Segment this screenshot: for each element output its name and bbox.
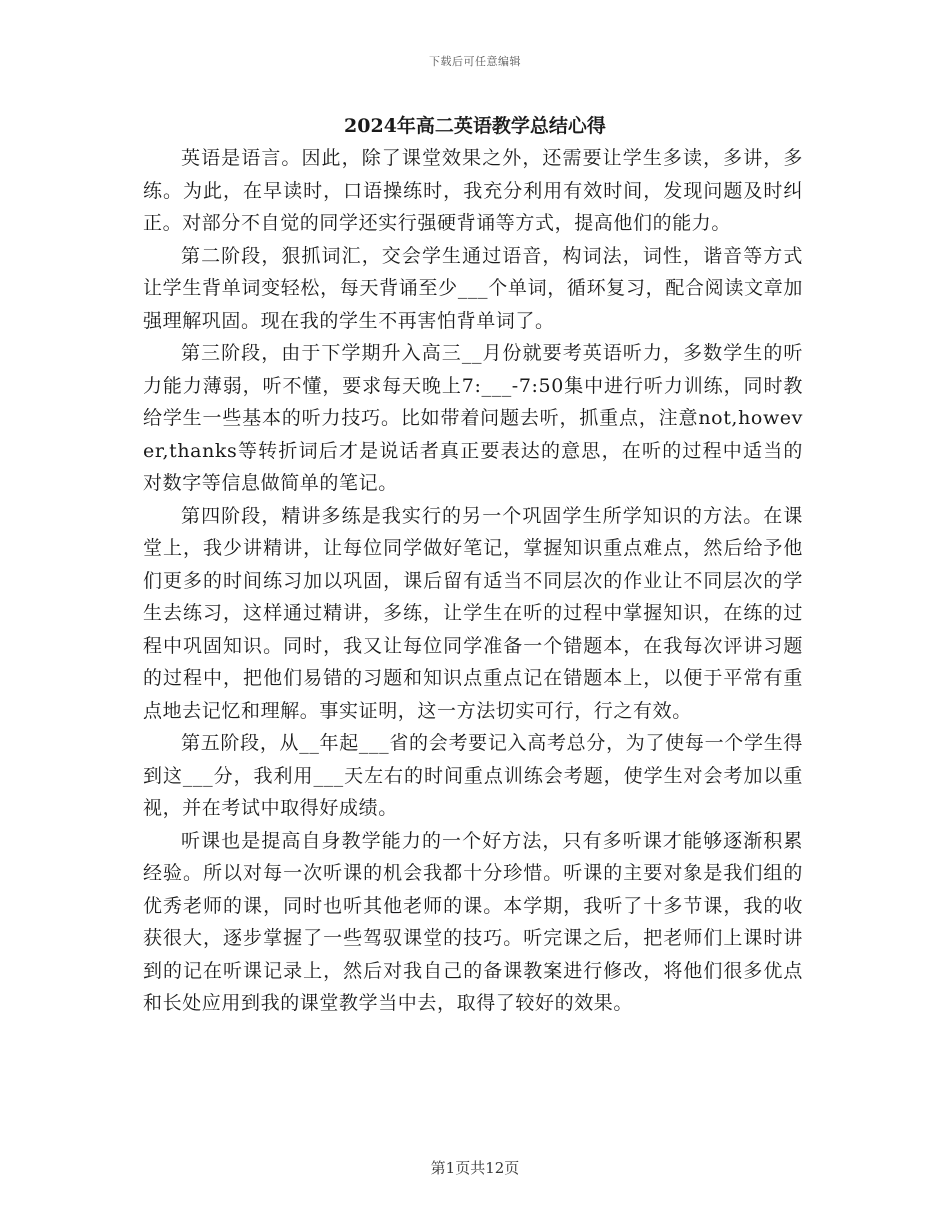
paragraph-stage-two: 第二阶段，狠抓词汇，交会学生通过语音，构词法，词性，谐音等方式让学生背单词变轻松，每天背诵至少___个单词，循环复习，配合阅读文章加强理解巩固。现在我的学生不再害怕背单词了。: [143, 244, 803, 332]
header-note: 下载后可任意编辑: [429, 55, 521, 68]
paragraph-stage-three: 第三阶段，由于下学期升入高三__月份就要考英语听力，多数学生的听力能力薄弱，听不懂，要求每天晚上7:___-7:50集中进行听力训练，同时教给学生一些基本的听力技巧。比如带着问题去听，抓重点，注意not,however,thanks等转折词后才是说话者真正要表达的意思，在听的过程中适当的对数字等信息做简单的笔记。: [143, 342, 803, 494]
paragraph-lesson-observation: 听课也是提高自身教学能力的一个好方法，只有多听课才能够逐渐积累经验。所以对每一次听课的机会我都十分珍惜。听课的主要对象是我们组的优秀老师的课，同时也听其他老师的课。本学期，我听了十多节课，我的收获很大，逐步掌握了一些驾驭课堂的技巧。听完课之后，把老师们上课时讲到的记在听课记录上，然后对我自己的备课教案进行修改，将他们很多优点和长处应用到我的课堂教学当中去，取得了较好的效果。: [143, 829, 803, 1014]
paragraph-intro: 英语是语言。因此，除了课堂效果之外，还需要让学生多读，多讲，多练。为此，在早读时，口语操练时，我充分利用有效时间，发现问题及时纠正。对部分不自觉的同学还实行强硬背诵等方式，提高他们的能力。: [143, 147, 803, 234]
document-title: 2024年高二英语教学总结心得: [344, 115, 606, 137]
document-body: [143, 142, 803, 1020]
paragraph-stage-four: 第四阶段，精讲多练是我实行的另一个巩固学生所学知识的方法。在课堂上，我少讲精讲，让每位同学做好笔记，掌握知识重点难点，然后给予他们更多的时间练习加以巩固，课后留有适当不同层次的作业让不同层次的学生去练习，这样通过精讲，多练，让学生在听的过程中掌握知识，在练的过程中巩固知识。同时，我又让每位同学准备一个错题本，在我每次评讲习题的过程中，把他们易错的习题和知识点重点记在错题本上，以便于平常有重点地去记忆和理解。事实证明，这一方法切实可行，行之有效。: [143, 504, 803, 722]
page-footer: 第1页共12页: [430, 1159, 520, 1177]
paragraph-stage-five: 第五阶段，从__年起___省的会考要记入高考总分，为了使每一个学生得到这___分，我利用___天左右的时间重点训练会考题，使学生对会考加以重视，并在考试中取得好成绩。: [143, 732, 803, 819]
